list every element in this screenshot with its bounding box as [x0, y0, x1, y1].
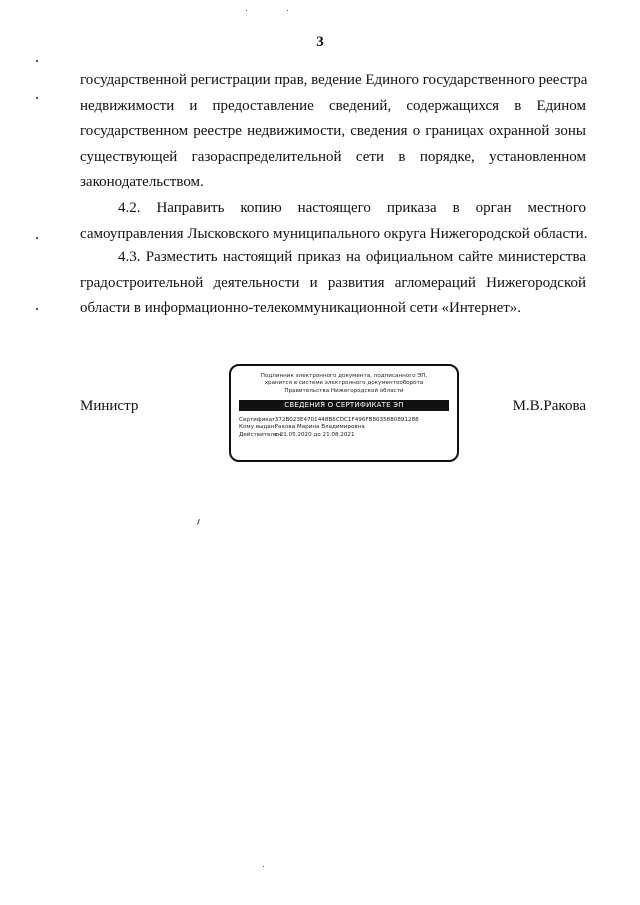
validity-value: с 21.05.2020 до 21.08.2021 [274, 431, 355, 438]
stamp-header-line: хранится в системе электронного документооборота [264, 380, 424, 387]
text-line: самоуправления Лысковского муниципального округа Нижегородской области. [80, 225, 588, 242]
issued-to-value: Ракова Марина Владимировна [274, 424, 365, 431]
text-line: 4.2. Направить копию настоящего приказа в орган местного [118, 200, 586, 216]
text-line: градостроительной деятельности и развития агломераций Нижегородской [80, 274, 586, 291]
validity-label: Действителен: [239, 431, 283, 438]
electronic-signature-stamp [229, 364, 459, 462]
scan-speck [36, 97, 38, 99]
certificate-row [239, 417, 449, 424]
text-line: недвижимости и предоставление сведений, содержащихся в Едином [80, 97, 586, 114]
page-number: 3 [316, 34, 324, 50]
text-line: существующей газораспределительной сети в порядке, установленном [80, 148, 586, 165]
scan-speck [36, 308, 38, 310]
paragraph-registration [80, 68, 586, 196]
scan-speck [263, 866, 264, 867]
paragraph-4-2 [80, 196, 586, 247]
certificate-value: 372B023E4701448B6CDC1F496FB8035880891288 [274, 417, 419, 424]
certificate-label: Сертификат: [239, 417, 278, 424]
text-line: государственной регистрации прав, ведение Единого государственного реестра [80, 72, 588, 88]
scan-mark [197, 519, 200, 525]
stamp-details [239, 417, 449, 439]
stamp-banner: СВЕДЕНИЯ О СЕРТИФИКАТЕ ЭП [239, 400, 449, 411]
signatory-name: М.В.Ракова [512, 398, 586, 414]
issued-to-label: Кому выдан: [239, 424, 277, 431]
stamp-header-line: Подлинник электронного документа, подписанного ЭП, [260, 373, 428, 379]
issued-to-row [239, 424, 449, 431]
scan-speck [287, 10, 288, 11]
stamp-header-line: Правительства Нижегородской области [284, 387, 404, 394]
scan-speck [36, 60, 38, 62]
text-line: области в информационно-телекоммуникационной сети «Интернет». [80, 300, 522, 317]
signatory-title: Министр [80, 398, 139, 414]
validity-row [239, 432, 449, 439]
scan-speck [246, 10, 247, 11]
text-line: 4.3. Разместить настоящий приказ на официальном сайте министерства [118, 249, 586, 265]
stamp-header [231, 373, 457, 395]
paragraph-4-3 [80, 245, 586, 322]
text-line: государственном реестре недвижимости, сведения о границах охранной зоны [80, 123, 586, 140]
text-line: законодательством. [80, 174, 204, 191]
scan-speck [36, 237, 38, 239]
